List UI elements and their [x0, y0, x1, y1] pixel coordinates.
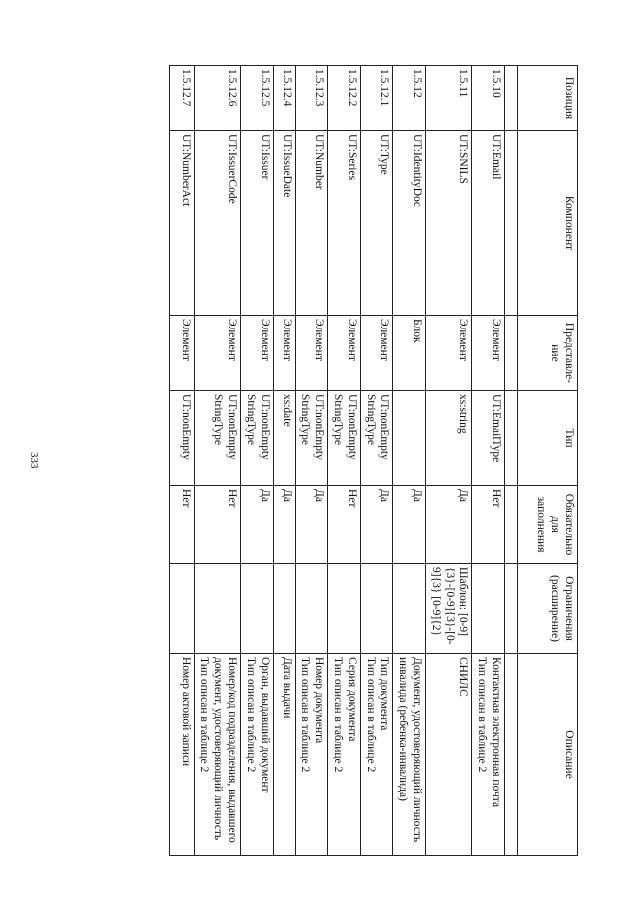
- cell-description: Контактная электронная почта Тип описан в таблице 2: [472, 654, 505, 856]
- cell-position: 1.5.10: [472, 66, 505, 131]
- cell-type: UT:nonEmpty StringType: [295, 391, 328, 486]
- cell-representation: Элемент: [273, 316, 295, 391]
- cell-constraints: [472, 564, 505, 654]
- cell-type: UT:EmailType: [472, 391, 505, 486]
- cell-constraints: [194, 564, 240, 654]
- cell-position: 1.5.11: [426, 66, 472, 131]
- cell-constraints: [295, 564, 328, 654]
- cell-constraints: [241, 564, 274, 654]
- cell-required: Нет: [328, 486, 361, 564]
- cell-representation: Элемент: [194, 316, 240, 391]
- cell-constraints: Шаблон: [0-9]{3}-[0-9]{3}-[0-9]{3} [0-9]{2}: [426, 564, 472, 654]
- cell-component: UT:Number: [295, 131, 328, 316]
- cell-position: 1.5.12: [393, 66, 426, 131]
- rotated-page-content: [73, 65, 578, 855]
- cell-constraints: [328, 564, 361, 654]
- cell-required: Да: [241, 486, 274, 564]
- table-row: [472, 66, 505, 856]
- cell-description: Документ, удостоверяющий личность инвалида (ребенка-инвалида): [393, 654, 426, 856]
- table-row: [393, 66, 426, 856]
- cell-constraints: [273, 564, 295, 654]
- cell-component: UT:NumberAct: [169, 131, 194, 316]
- cell-position: 1.5.12.2: [328, 66, 361, 131]
- cell-position: 1.5.12.1: [360, 66, 393, 131]
- cell-position: 1.5.12.3: [295, 66, 328, 131]
- cell-component: UT:IssueDate: [273, 131, 295, 316]
- cell-required: Да: [295, 486, 328, 564]
- header-representation: Представле-ние: [518, 316, 578, 391]
- cell-type: UT:nonEmpty StringType: [328, 391, 361, 486]
- cell-description: Номер/код подразделения, выдавшего документ, удостоверяющий личность Тип описан в таблице 2: [194, 654, 240, 856]
- cell-required: Да: [360, 486, 393, 564]
- table-row: [194, 66, 240, 856]
- cell-required: Да: [426, 486, 472, 564]
- cell-component: UT:Email: [472, 131, 505, 316]
- cell-constraints: [169, 564, 194, 654]
- cell-required: Да: [273, 486, 295, 564]
- cell-required: Да: [393, 486, 426, 564]
- cell-representation: Элемент: [426, 316, 472, 391]
- cell-representation: Элемент: [169, 316, 194, 391]
- cell-component: UT:IssuerCode: [194, 131, 240, 316]
- cell-component: UT:Series: [328, 131, 361, 316]
- cell-component: UT:IdentityDoc: [393, 131, 426, 316]
- cell-representation: Элемент: [360, 316, 393, 391]
- cell-type: xs:date: [273, 391, 295, 486]
- cell-position: 1.5.12.4: [273, 66, 295, 131]
- cell-representation: Элемент: [241, 316, 274, 391]
- cell-representation: Блок: [393, 316, 426, 391]
- cell-position: 1.5.12.5: [241, 66, 274, 131]
- header-constraints: Ограничения (расширение): [518, 564, 578, 654]
- cell-required: Нет: [194, 486, 240, 564]
- cell-constraints: [360, 564, 393, 654]
- table-body: [169, 66, 517, 856]
- header-component: Компонент: [518, 131, 578, 316]
- table-row: [169, 66, 194, 856]
- cell-representation: Элемент: [472, 316, 505, 391]
- header-description: Описание: [518, 654, 578, 856]
- cell-constraints: [393, 564, 426, 654]
- cell-type: UT:nonEmpty StringType: [241, 391, 274, 486]
- cell-description: Дата выдачи: [273, 654, 295, 856]
- table-header-row: [518, 66, 578, 856]
- spacer-row: [505, 66, 518, 856]
- cell-description: Номер актовой записи: [169, 654, 194, 856]
- cell-representation: Элемент: [295, 316, 328, 391]
- cell-type: xs:string: [426, 391, 472, 486]
- table-row: [295, 66, 328, 856]
- cell-description: Тип документа Тип описан в таблице 2: [360, 654, 393, 856]
- specification-table: [169, 65, 578, 856]
- table-row: [426, 66, 472, 856]
- cell-type: UT:nonEmpty: [169, 391, 194, 486]
- cell-required: Нет: [169, 486, 194, 564]
- cell-required: Нет: [472, 486, 505, 564]
- cell-component: UT:SNILS: [426, 131, 472, 316]
- header-type: Тип: [518, 391, 578, 486]
- cell-representation: Элемент: [328, 316, 361, 391]
- page-number: 333: [28, 452, 40, 469]
- cell-type: UT:nonEmpty StringType: [360, 391, 393, 486]
- cell-description: Номер документа Тип описан в таблице 2: [295, 654, 328, 856]
- cell-component: UT:Type: [360, 131, 393, 316]
- header-position: Позиция: [518, 66, 578, 131]
- table-row: [241, 66, 274, 856]
- cell-description: Серия документа Тип описан в таблице 2: [328, 654, 361, 856]
- table-row: [360, 66, 393, 856]
- table-row: [328, 66, 361, 856]
- table-row: [273, 66, 295, 856]
- cell-description: СНИЛС: [426, 654, 472, 856]
- cell-type: [393, 391, 426, 486]
- cell-position: 1.5.12.6: [194, 66, 240, 131]
- cell-type: UT:nonEmpty StringType: [194, 391, 240, 486]
- cell-description: Орган, выдавший документ Тип описан в таблице 2: [241, 654, 274, 856]
- cell-component: UT:Issuer: [241, 131, 274, 316]
- cell-position: 1.5.12.7: [169, 66, 194, 131]
- header-required: Обязательно для заполнения: [518, 486, 578, 564]
